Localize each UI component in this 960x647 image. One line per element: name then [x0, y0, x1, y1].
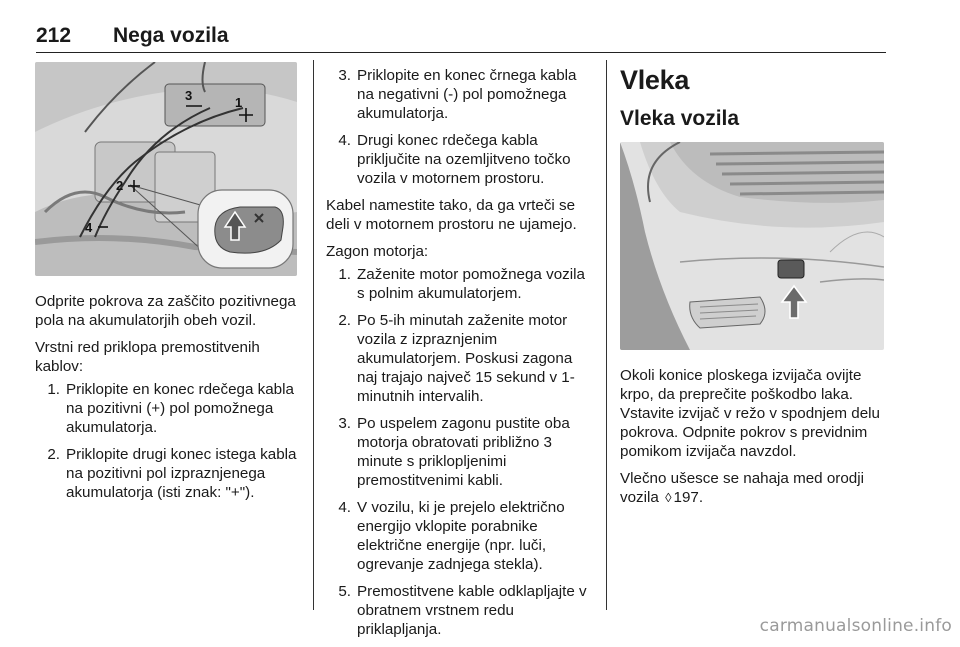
figure-label-4: 4: [85, 220, 93, 235]
chapter-title: Nega vozila: [113, 24, 229, 47]
towing-instructions: Okoli konice ploskega izvijača ovijte krpo, da preprečite poškodbo laka. Vstavite izvijač v režo v spodnjem delu pokrova. Odpnite pokrov s previdnim pomikom izvijača navzdol.: [620, 367, 880, 460]
start-heading: Zagon motorja:: [326, 243, 429, 260]
page-reference-icon: ◊: [665, 490, 672, 505]
connection-steps-continued: [326, 66, 594, 188]
figure-label-2: 2: [116, 178, 124, 193]
left-column: [35, 62, 300, 510]
list-item: 1. Zaženite motor pomožnega vozila s polnim akumulatorjem.: [338, 266, 585, 302]
jump-start-engine-figure: [35, 62, 297, 276]
cable-note: Kabel namestite tako, da ga vrteči se deli v motornem prostoru ne ujamejo.: [326, 197, 577, 233]
list-item: 3. Priklopite en konec črnega kabla na negativni (-) pol pomožnega akumulatorja.: [338, 67, 577, 122]
figure-label-3: 3: [185, 88, 193, 103]
list-item: 5. Premostitvene kable odklapljajte v obratnem vrstnem redu priklapljanja.: [338, 583, 587, 638]
towing-eye-location: Vlečno ušesce se nahaja med orodji vozila ◊ 197.: [620, 470, 864, 506]
right-column: [620, 62, 888, 515]
page-header: [36, 22, 886, 53]
list-item: 3. Po uspelem zagonu pustite oba motorja obratovati približno 3 minute s priklopljenimi premostitvenimi kabli.: [338, 415, 570, 489]
connection-steps-list: [35, 380, 300, 502]
section-title: Vleka: [620, 65, 690, 95]
list-item: 4. Drugi konec rdečega kabla priključite na ozemljitveno točko vozila v motornem prostoru.: [338, 132, 571, 187]
watermark: carmanualsonline.info: [759, 616, 952, 636]
figure-label-1: 1: [235, 95, 243, 110]
subsection-title: Vleka vozila: [620, 107, 740, 130]
list-item: 4. V vozilu, ki je prejelo električno energijo vklopite porabnike električne energije (npr. luči, ogrevanje zadnjega stekla).: [338, 499, 565, 573]
order-heading: Vrstni red priklopa premostitvenih kablov:: [35, 339, 260, 375]
list-item: 2. Po 5-ih minutah zaženite motor vozila z izpraznjenim akumulatorjem. Poskusi zagona naj trajajo največ 15 sekund v 1-minutnih intervalih.: [338, 312, 575, 405]
column-divider-left: [313, 60, 314, 610]
intro-paragraph: Odprite pokrova za zaščito pozitivnega pola na akumulatorjih obeh vozil.: [35, 293, 296, 329]
towing-eye-cover-figure: [620, 142, 884, 350]
column-divider-right: [606, 60, 607, 610]
start-steps-list: [326, 265, 594, 639]
page-number: 212: [36, 24, 72, 47]
middle-column: [326, 66, 594, 647]
list-item: 1. Priklopite en konec rdečega kabla na pozitivni (+) pol pomožnega akumulatorja.: [47, 381, 294, 436]
list-item: 2. Priklopite drugi konec istega kabla na pozitivni pol izpraznjenega akumulatorja (isti znak: "+").: [47, 446, 297, 501]
page-reference-link[interactable]: 197.: [673, 489, 704, 506]
